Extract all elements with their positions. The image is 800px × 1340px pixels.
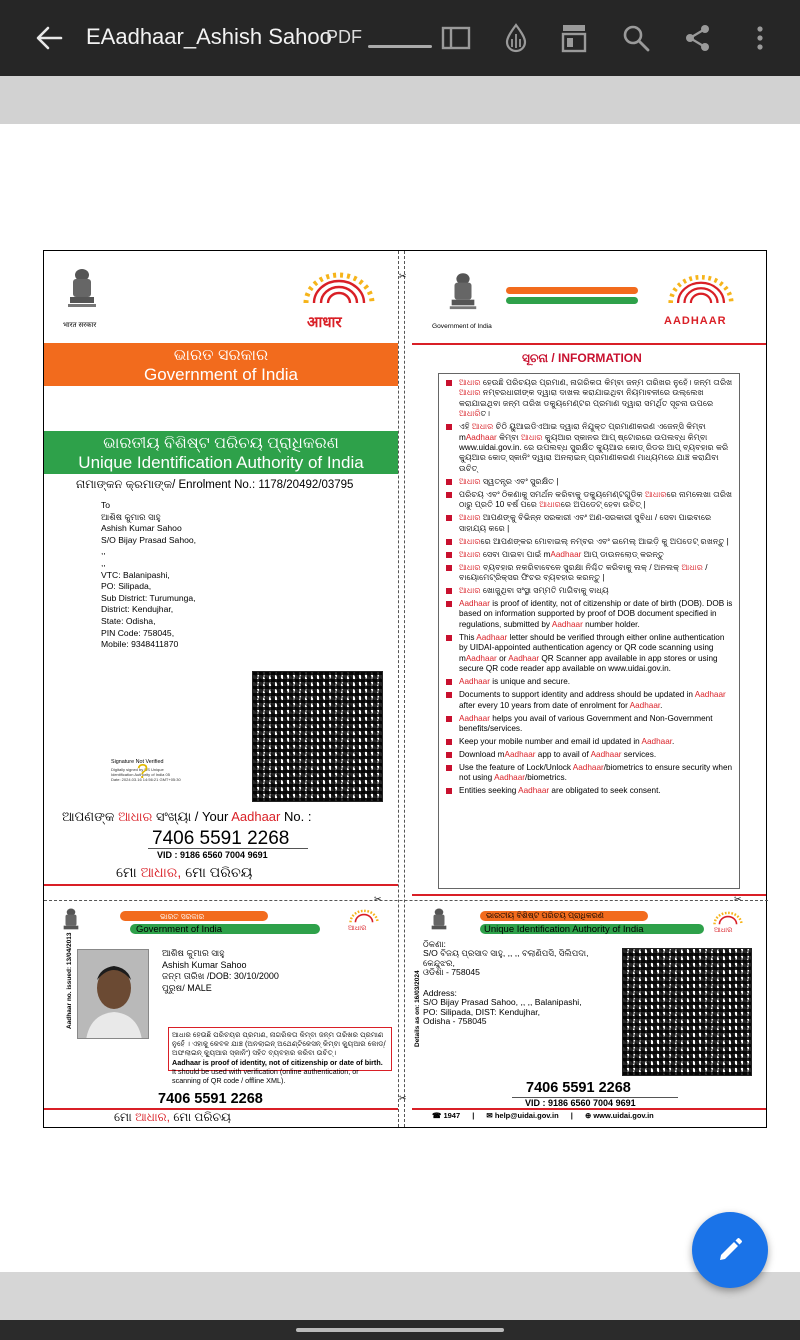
label-odia-2: ସଂଖ୍ୟା / Your (155, 809, 229, 824)
red-rule (412, 894, 766, 896)
scissors-icon: ✂ (374, 894, 382, 904)
information-item: Aadhaar is proof of identity, not of citizenship or date of birth (DOB). DOB is based on information supported by proof of DOB document specified in regulations, submitted by Aadhaar number holder. (445, 599, 733, 630)
card-uidai-odia: ଭାରତୀୟ ବିଶିଷ୍ଟ ପରିଚୟ ପ୍ରାଧିକରଣ (486, 911, 604, 920)
card-slogan (114, 1110, 231, 1125)
slogan (116, 864, 252, 881)
notice-odia: ଆଧାର ହେଉଛି ପରିଚୟର ପ୍ରମାଣ, ନାଗରିକତା କିମ୍ବା ଜନ୍ମ ତାରିଖର ପ୍ରମାଣ ନୁହେଁ । ଏହାକୁ କେବଳ ଯାଞ୍ଚ (ଅନଲାଇନ୍ ଅଥେଣ୍ଟିକେସନ୍ କିମ୍ବା କ୍ୟୁଆର କୋଡ୍/ଅଫଲାଇନ୍ କ୍ୟୁଆର ସ୍କାନିଂ) ସହିତ ବ୍ୟବହାର କରିବା ଉଚିତ୍। (172, 1030, 386, 1058)
edit-fab-button[interactable] (692, 1212, 768, 1288)
address-odia: ଠିକଣା: S/O ବିଜୟ ପ୍ରସାଦ ସାହୁ, ,, ,, ବଲାଣିପସି, ସିଲିପଦା, କେନ୍ଦୁଝର, ଓଡିଶା - 758045 (423, 939, 589, 978)
information-item: Keep your mobile number and email id updated in Aadhaar. (445, 737, 733, 747)
page-layout-icon[interactable] (558, 22, 590, 54)
holder-name-odia: ଆଶିଷ କୁମାର ସାହୁ (162, 948, 225, 958)
information-item: ଆଧାର ଖୋଜୁଥିବା ସଂସ୍ଥା ସମ୍ମତି ମାଗିବାକୁ ବାଧ୍ୟ (445, 586, 733, 596)
label-no: No. : (284, 809, 312, 824)
person-photo-icon (78, 950, 149, 1039)
address-english: Address: S/O Bijay Prasad Sahoo, ,, ,, Balanipashi, PO: Silipada, DIST: Kendujhar, Odisha - 758045 (423, 988, 582, 1027)
search-icon[interactable] (620, 22, 652, 54)
information-item: ଆଧାର ହେଉଛି ପରିଚୟର ପ୍ରମାଣ, ନାଗରିକତା କିମ୍ବା ଜନ୍ମ ତାରିଖର ନୁହେଁ। ଜନ୍ମ ତାରିଖ ଆଧାର ନମ୍ବରଧାରୀଙ୍କ ଦ୍ୱାରା ଦାଖଲ କରାଯାଇଥିବା ନିୟମାବଳୀରେ ଉଲ୍ଲେଖ କରାଯାଇଥିବା ଜନ୍ମ ତାରିଖ ଡକ୍ୟୁମେଣ୍ଟର ପ୍ରମାଣ ଦ୍ୱାରା ସମର୍ଥିତ ସୂଚନା ଉପରେ ଆଧାରିତ। (445, 378, 733, 420)
signature-details: Digitally signed by DS Unique Identification Authority of India 05 Date: 2024.03.16 14:56:21 GMT+05:30 (111, 767, 181, 782)
information-item: ଆଧାର ସେବା ପାଇବା ପାଇଁ mAadhaar ଆପ୍ ଡାଉନଲୋଡ୍ କରନ୍ତୁ (445, 550, 733, 560)
red-rule (412, 343, 766, 345)
edit-pencil-icon (716, 1236, 744, 1264)
card-back-aadhaar-number: 7406 5591 2268 (526, 1080, 631, 1096)
more-vert-icon[interactable] (744, 22, 776, 54)
information-item: ଆଧାର ସ୍ୱତନ୍ତ୍ର ଏବଂ ସୁରକ୍ଷିତ | (445, 477, 733, 487)
card-aadhaar-number: 7406 5591 2268 (158, 1091, 263, 1107)
night-mode-icon[interactable] (500, 22, 532, 54)
enrolment-number: ନାମାଙ୍କନ କ୍ରମାଙ୍କ/ Enrolment No.: 1178/20492/03795 (76, 479, 354, 491)
document-type: PDF (326, 27, 362, 47)
card-slogan-1: ମୋ (114, 1110, 132, 1124)
slogan-part-3: ମୋ ପରିଚୟ (185, 864, 253, 880)
national-emblem-icon (64, 267, 100, 315)
recipient-address: To ଆଶିଷ କୁମାର ସାହୁ Ashish Kumar Sahoo S/O Bijay Prasad Sahoo, ,, ,, VTC: Balanipashi, PO: Silipada, Sub District: Turumunga, District: Kendujhar, State: Odisha, PIN Code: 758045, Mobile: 9348411870 (101, 500, 197, 650)
uidai-band (44, 431, 398, 474)
number-divider (148, 848, 308, 849)
information-item: Aadhaar helps you avail of various Government and Non-Government benefits/services. (445, 714, 733, 735)
card-slogan-3: ମୋ ପରିଚୟ (173, 1110, 231, 1124)
contact-strip: ☎ 1947 | ✉ help@uidai.gov.in | ⊕ www.uidai.gov.in (432, 1111, 654, 1120)
app-toolbar (0, 0, 800, 76)
issue-date: Aadhaar no. issued: 13/04/2013 (66, 932, 73, 1029)
information-item: Documents to support identity and address should be updated in Aadhaar after every 10 years from date of enrolment for Aadhaar. (445, 690, 733, 711)
holder-dob: ଜନ୍ମ ତାରିଖ /DOB: 30/10/2000 (162, 971, 279, 981)
information-item: Aadhaar is unique and secure. (445, 677, 733, 687)
aadhaar-logo-text: AADHAAR (664, 315, 727, 327)
holder-name-english: Ashish Kumar Sahoo (162, 959, 247, 970)
cut-line-right (404, 251, 405, 1127)
aadhaar-logo-icon (708, 909, 748, 929)
sidebar-icon[interactable] (440, 22, 472, 54)
uidai-english: Unique Identification Authority of India (78, 453, 364, 472)
information-item: ଆଧାର ଆପଣଙ୍କୁ ବିଭିନ୍ନ ସରକାରୀ ଏବଂ ଅଣ-ସରକାରୀ ସୁବିଧା / ସେବା ପାଇବାରେ ସାହାଯ୍ୟ କରେ | (445, 513, 733, 534)
page-gap-top (0, 76, 800, 124)
holder-details (162, 948, 279, 994)
card-government-english: Government of India (136, 924, 223, 935)
tricolor-orange (506, 287, 638, 294)
emblem-caption: Government of India (432, 323, 492, 330)
details-date: Details as on: 16/03/2024 (414, 970, 421, 1047)
government-odia: ଭାରତ ସରକାର (173, 347, 269, 364)
qr-code (252, 671, 383, 802)
website: www.uidai.gov.in (593, 1111, 654, 1120)
scissors-icon: ✂ (399, 1093, 407, 1103)
red-rule (412, 1108, 766, 1110)
notice-english-bold: Aadhaar is proof of identity, not of citizenship or date of birth. (172, 1057, 383, 1067)
aadhaar-letter (43, 250, 767, 1128)
cut-line-horizontal (44, 900, 768, 901)
heading-english: / INFORMATION (551, 351, 642, 365)
information-heading (522, 351, 642, 366)
aadhaar-logo-text: आधार (307, 314, 342, 331)
information-item: ଆଧାରରେ ଆପଣଙ୍କର ମୋବାଇଲ୍ ନମ୍ବର ଏବଂ ଇମେଲ୍ ଆଇଡ଼ି କୁ ଅପଡେଟ୍ ରଖନ୍ତୁ | (445, 537, 733, 547)
card-notice (168, 1027, 392, 1086)
phone-icon: ☎ (432, 1111, 442, 1120)
home-gesture-handle[interactable] (296, 1328, 504, 1332)
help-email: help@uidai.gov.in (494, 1111, 559, 1120)
uidai-odia: ଭାରତୀୟ ବିଶିଷ୍ଟ ପରିଚୟ ପ୍ରାଧିକରଣ (103, 435, 339, 452)
information-item: ପରିଚୟ ଏବଂ ଠିକଣାକୁ ସମର୍ଥନ କରିବାକୁ ଡକ୍ୟୁମେଣ୍ଟଗୁଡିକ ଆଧାରରେ ନାମଲେଖା ତାରିଖ ଠାରୁ ପ୍ରତି 10 ବର୍ଷ ପରେ ଆଧାରରେ ଅପଡେଟ୍ ହେବା ଉଚିତ୍ | (445, 490, 733, 511)
information-item: Entities seeking Aadhaar are obligated to seek consent. (445, 786, 733, 796)
information-item: Use the feature of Lock/Unlock Aadhaar/biometrics to ensure security when not using Aadhaar/biometrics. (445, 763, 733, 784)
government-band (44, 343, 398, 386)
scissors-icon: ✂ (399, 271, 407, 281)
information-item: ଏହି ଆଧାର ଚିଠି ୟୁଆଇଡିଏଆଇ ଦ୍ୱାରା ନିଯୁକ୍ତ ପ୍ରମାଣୀକରଣ ଏଜେନ୍ସି କିମ୍ବା mAadhaar କିମ୍ବା ଆଧାର କ୍ୟୁଆର ସ୍କାନର ଆପ୍ ଷ୍ଟୋରରେ ଉପଲବ୍ଧ କିମ୍ବା www.uidai.gov.in. ରେ ଉପଲବ୍ଧ ସୁରକ୍ଷିତ କ୍ୟୁଆର କୋଡ୍ ରିଡର ଆପ୍ ବ୍ୟବହାର କରି କ୍ୟୁଆର କୋଡ୍ ସ୍କାନିଂ ଦ୍ୱାରା ଅନଲାଇନ୍ ପ୍ରମାଣୀକରଣ ମାଧ୍ୟମରେ ଯାଞ୍ଚ କରାଯିବା ଉଚିତ୍ (445, 422, 733, 474)
scissors-icon: ✂ (734, 894, 742, 904)
label-odia-1: ଆପଣଙ୍କ (62, 809, 115, 824)
national-emblem-icon (446, 271, 480, 317)
card-government-odia: ଭାରତ ସରକାର (160, 912, 205, 921)
information-list (445, 378, 733, 797)
emblem-caption: भारत सरकार (63, 322, 97, 329)
page-gap-bottom (0, 1272, 800, 1320)
label-odia-aadhaar: ଆଧାର (118, 809, 153, 824)
heading-odia: ସୂଚନା (522, 351, 549, 365)
document-title: EAadhaar_Ashish Sahoo (86, 24, 332, 49)
aadhaar-logo-icon (656, 271, 746, 311)
red-rule (44, 884, 398, 886)
card-logo-text: ଆଧାର (348, 925, 367, 932)
holder-gender: ପୁରୁଷ/ MALE (162, 982, 212, 993)
information-item: ଆଧାର ବ୍ୟବହାର ନକରିବାବେଳେ ସୁରକ୍ଷା ନିଶ୍ଚିତ କରିବାକୁ ଲକ୍ / ଅନଲକ୍ ଆଧାର / ବାୟୋମେଟ୍ରିକ୍ସର ଫିଚର ବ୍ୟବହାର କରନ୍ତୁ | (445, 563, 733, 584)
label-aadhaar-en: Aadhaar (231, 809, 281, 824)
slogan-part-1: ମୋ (116, 864, 137, 880)
notice-english: It should be used with verification (online authentication, or scanning of QR code / offline XML). (172, 1066, 359, 1086)
slogan-part-2: ଆଧାର, (140, 864, 182, 880)
card-logo-text: ଆଧାର (714, 927, 733, 934)
card-back-vid: VID : 9186 6560 7004 9691 (525, 1098, 636, 1108)
aadhaar-logo-icon (290, 269, 388, 311)
card-slogan-2: ଆଧାର, (135, 1110, 170, 1124)
tricolor-green (506, 297, 638, 304)
share-icon[interactable] (682, 22, 714, 54)
holder-photo (77, 949, 149, 1039)
aadhaar-number: 7406 5591 2268 (152, 828, 290, 849)
aadhaar-logo-icon (344, 907, 384, 927)
question-mark-icon: ? (137, 761, 149, 783)
card-uidai-english: Unique Identification Authority of India (484, 924, 644, 935)
your-aadhaar-label (62, 809, 311, 825)
signature-status: Signature Not Verified (111, 759, 164, 765)
information-item: Download mAadhaar app to avail of Aadhaar services. (445, 750, 733, 760)
vid-number: VID : 9186 6560 7004 9691 (157, 850, 268, 860)
information-box (438, 373, 740, 889)
mail-icon: ✉ (486, 1111, 493, 1120)
government-english: Government of India (143, 365, 299, 384)
information-item: This Aadhaar letter should be verified through either online authentication by UIDAI-appointed authentication agency or QR code scanning using mAadhaar or Aadhaar QR Scanner app available in app stores or using secure QR code reader app available on www.uidai.gov.in. (445, 633, 733, 675)
title-underline (368, 45, 432, 48)
card-qr-code (622, 948, 752, 1076)
phone-number: 1947 (443, 1111, 461, 1120)
globe-icon: ⊕ (584, 1111, 592, 1120)
back-arrow-icon[interactable] (34, 24, 64, 52)
national-emblem-icon (428, 907, 450, 937)
